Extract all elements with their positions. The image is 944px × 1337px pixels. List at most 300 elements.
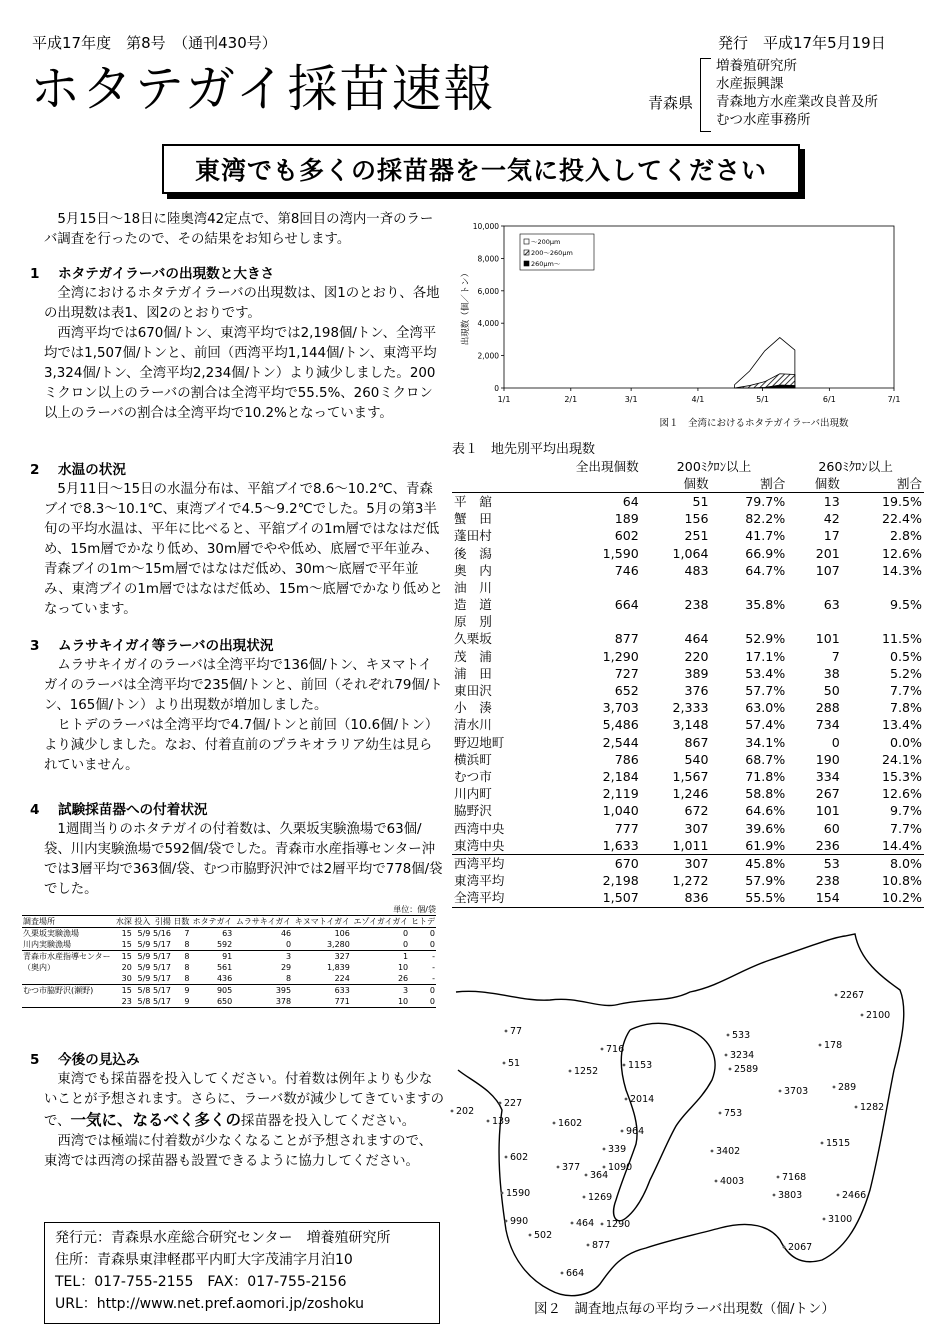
station-value: 502 [534,1230,553,1241]
station-value: 202 [456,1106,475,1117]
station-value: 3803 [778,1190,803,1201]
station-dot [505,1156,508,1159]
cell-value: 1,567 [672,768,709,784]
cell-value: 867 [684,734,709,750]
station-value: 364 [590,1170,609,1181]
section-5 [30,1050,444,1172]
table-row [452,631,924,648]
larvae-chart [454,212,928,434]
station-value: 964 [626,1126,645,1137]
table-row [452,873,924,890]
cell-value [641,579,711,596]
cell-value: 13 [823,493,840,509]
site-name: 清水川 [454,717,492,733]
cell-value: 82.2% [745,511,786,527]
table-row: 川内実験漁場 15 5/9 5/17 8 592 0 3,280 0 0 [23,940,435,949]
section-1 [30,264,444,424]
site-name: 造 道 [454,597,492,613]
cell-value: 389 [684,665,709,681]
station-dot [499,1102,502,1105]
cell-value: 15.3% [881,768,922,784]
cell-value: 786 [614,751,639,767]
section-2 [30,460,444,620]
cell-value: 10.2% [842,890,924,908]
station-value: 1269 [588,1192,613,1203]
cell-value: 464 [684,631,709,647]
table-row: 23 5/8 5/17 9 650 378 771 10 0 [22,996,436,1008]
emphasis-text: 一気に、なるべく多くの [70,1111,242,1129]
cell-value: 0.5% [890,648,922,664]
station-dot [603,1148,606,1151]
cell-value: 63.0% [745,700,786,716]
cell-value: 71.8% [745,768,786,784]
table-row [452,648,924,665]
station-dot [557,1166,560,1169]
table-row [452,837,924,855]
table-row: 久栗坂実験漁場 15 5/9 5/16 7 63 46 106 0 0 [23,929,435,938]
table-row [452,768,924,785]
site-name: 油 川 [454,579,492,595]
station-value: 1515 [826,1138,851,1149]
station-value: 1090 [608,1162,633,1173]
site-name: 野辺地町 [454,734,505,750]
site-name: むつ市 [454,768,492,784]
org-bracket [700,58,711,132]
x-tick-label: 7/1 [887,395,901,404]
cell-value: 24.1% [881,751,922,767]
station-dot [711,1150,714,1153]
x-tick-label: 4/1 [691,395,705,404]
station-dot [625,1098,628,1101]
station-dot [503,1062,506,1065]
cell-value: 34.1% [745,734,786,750]
station-value: 7168 [782,1172,807,1183]
legend-label: 260μm～ [531,260,561,268]
site-name: 原 別 [454,614,492,630]
paragraph: ムラサキイガイのラーバは全湾平均で136個/トン、キヌマトイガイのラーバは全湾平均で235個/トンと、前回（それぞれ79個/トン、165個/トン）より出現数が増加しました。 [44,658,443,713]
station-value: 1602 [558,1118,583,1129]
site-name: 平 舘 [454,493,492,509]
chart-title: 図１ 全湾におけるホタテガイラーバ出現数 [659,418,849,429]
url[interactable]: URL：http://www.net.pref.aomori.jp/zoshoku [55,1296,365,1312]
station-dot [569,1070,572,1073]
table-row [452,493,924,511]
site-name: 東湾平均 [454,873,505,889]
cell-value: 107 [815,562,840,578]
section-3 [30,636,444,776]
cell-value: 2,544 [602,734,639,750]
table-row: 青森市水産指導センター 15 5/9 5/17 8 91 3 327 1 - [23,952,435,961]
prefecture: 青森県 [648,94,694,112]
cell-value: 0 [831,734,840,750]
cell-value: 734 [815,717,840,733]
cell-value: 79.7% [745,493,786,509]
table-row [452,820,924,837]
station-dot [561,1272,564,1275]
station-value: 51 [508,1058,521,1069]
table-row: （奥内） 20 5/9 5/17 8 561 29 1,839 10 - [23,963,435,972]
table-row [452,528,924,545]
site-average-table [452,438,924,908]
station-value: 990 [510,1216,529,1227]
chart-series [735,338,795,388]
cell-value: 251 [684,528,709,544]
cell-value: 14.4% [881,837,922,853]
station-value: 2100 [866,1010,891,1021]
cell-value: 64 [622,493,639,509]
cell-value: 1,011 [672,837,709,853]
station-dot [583,1196,586,1199]
section-heading: 1 ホタテガイラーバの出現数と大きさ [30,266,275,282]
cell-value: 189 [614,511,639,527]
station-value: 3402 [716,1146,741,1157]
x-tick-label: 5/1 [756,395,770,404]
paragraph: 5月11日～15日の水温分布は、平舘ブイで8.6～10.2℃、青森ブイで8.3～10.1℃、東湾ブイで4.5～9.2℃でした。5月の第3半旬の平均水温は、平年に比べると、平舘ブイの1m層ではなはだ低め、15m層でかなり低め、30m層でやや低め、底層で平年並み、青森ブイの1m～15m層ではなはだ低め、30m～底層で平年並み、東湾ブイの1m層ではなはだ低め、15m～底層でかなり低めとなっています。 [44,482,443,617]
cell-value: 1,272 [672,873,709,889]
station-value: 533 [732,1030,751,1041]
peninsula-outline [614,1023,715,1221]
cell-value: 7 [831,648,840,664]
cell-value: 307 [684,820,709,836]
station-dot [601,1223,604,1226]
station-dot [725,1054,728,1057]
station-dot [529,1234,532,1237]
cell-value: 7.8% [890,700,922,716]
cell-value: 57.7% [745,683,786,699]
station-value: 289 [838,1082,857,1093]
station-dot [861,1014,864,1017]
station-value: 602 [510,1152,529,1163]
cell-value: 7.7% [890,820,922,836]
station-value: 2589 [734,1064,759,1075]
station-dot [715,1180,718,1183]
site-name: 西湾中央 [454,820,505,836]
cell-value: 68.7% [745,751,786,767]
x-tick-label: 1/1 [497,395,511,404]
cell-value: 746 [614,562,639,578]
station-dot [571,1222,574,1225]
cell-value: 1,064 [672,545,709,561]
station-labels [451,990,891,1279]
org-list [716,57,878,129]
site-name: 奥 内 [454,562,492,578]
cell-value: 50 [823,683,840,699]
station-dot [585,1174,588,1177]
cell-value: 60 [823,820,840,836]
station-value: 377 [562,1162,581,1173]
y-tick-label: 6,000 [477,286,499,296]
cell-value: 376 [684,683,709,699]
station-value: 1590 [506,1188,531,1199]
station-dot [773,1194,776,1197]
legend-swatch [524,261,529,266]
site-name: 蓬田村 [454,528,492,544]
station-value: 139 [492,1116,511,1127]
station-value: 227 [504,1098,523,1109]
station-value: 178 [824,1040,843,1051]
site-name: 小 湊 [454,700,492,716]
cell-value: 41.7% [745,528,786,544]
cell-value: 5,486 [602,717,639,733]
cell-value: 9.7% [890,803,922,819]
cell-value: 57.4% [745,717,786,733]
org-item: 水産振興課 [716,76,784,92]
station-value: 1282 [860,1102,885,1113]
cell-value: 42 [823,511,840,527]
table-row [452,511,924,528]
table-row [452,855,924,873]
map-caption: 図２ 調査地点毎の平均ラーバ出現数（個/トン） [534,1301,835,1317]
cell-value: 154 [787,890,842,908]
site-name: 後 潟 [454,545,492,561]
table-row [452,890,924,908]
y-tick-label: 10,000 [472,222,499,231]
site-name: 脇野沢 [454,803,492,819]
cell-value: 836 [641,890,711,908]
station-dot [623,1064,626,1067]
page-title: ホタテガイ採苗速報 [30,60,496,118]
cell-value: 5.2% [890,665,922,681]
table-row [452,545,924,562]
cell-value [842,579,924,596]
y-tick-label: 4,000 [477,319,499,329]
site-name: 久栗坂 [454,631,492,647]
station-dot [819,1044,822,1047]
issue-date: 発行 平成17年5月19日 [718,34,886,52]
cell-value: 652 [614,683,639,699]
table-row [452,700,924,717]
cell-value [787,579,842,596]
cell-value: 1,040 [602,803,639,819]
station-value: 2466 [842,1190,867,1201]
y-tick-label: 8,000 [477,254,499,264]
publisher: 発行元：青森県水産総合研究センター 増養殖研究所 [55,1230,391,1246]
cell-value: 238 [815,873,840,889]
site-name: 東湾中央 [454,837,505,853]
table-row [452,717,924,734]
cell-value: 66.9% [745,545,786,561]
station-dot [855,1106,858,1109]
table-row [452,803,924,820]
station-value: 1290 [606,1219,631,1230]
y-tick-label: 0 [494,384,499,393]
phone-fax: TEL：017-755-2155 FAX：017-755-2156 [55,1274,347,1290]
site-name: 西湾平均 [452,855,524,873]
table-row: むつ市脇野沢(瀬野) 15 5/8 5/17 9 905 395 633 3 0 [23,986,435,995]
station-value: 664 [566,1268,585,1279]
x-tick-label: 6/1 [822,395,836,404]
station-dot [505,1030,508,1033]
org-item: むつ水産事務所 [716,112,811,128]
cell-value [711,579,788,596]
cell-value: 7.7% [890,683,922,699]
cell-value: 101 [815,803,840,819]
station-dot [821,1142,824,1145]
cell-value: 334 [815,768,840,784]
station-value: 1252 [574,1066,599,1077]
cell-value: 540 [684,751,709,767]
cell-value: 2,119 [602,786,639,802]
legend-label: 200～260μm [531,249,573,257]
cell-value: 664 [614,597,639,613]
cell-value: 1,633 [602,837,639,853]
cell-value: 3,148 [672,717,709,733]
section-heading: 2 水温の状況 [30,462,126,478]
x-tick-label: 3/1 [624,395,638,404]
section-heading: 3 ムラサキイガイ等ラーバの出現状況 [30,638,274,654]
cell-value [524,579,641,596]
cell-value: 602 [614,528,639,544]
cell-value: 38 [823,665,840,681]
cell-value: 55.5% [711,890,788,908]
chart-legend [520,234,594,270]
cell-value: 14.3% [881,562,922,578]
cell-value: 45.8% [711,855,788,873]
table-row [452,597,924,614]
site-name: 東田沢 [454,683,492,699]
cell-value: 64.6% [745,803,786,819]
station-value: 2267 [840,990,865,1001]
cell-value: 288 [815,700,840,716]
site-name: 全湾平均 [452,890,524,908]
cell-value: 777 [614,820,639,836]
table-row: 30 5/9 5/17 8 436 8 224 26 - [121,974,435,983]
cell-value: 12.6% [881,786,922,802]
table-header-row: 調査場所 水深 投入 引揚 日数 ホタテガイ ムラサキイガイ キヌマトイガイ エゾイガイガイ ヒトデ [23,917,435,926]
cell-value: 11.5% [881,631,922,647]
station-dot [777,1176,780,1179]
table-header-row: 全出現個数 200ﾐｸﾛﾝ以上 260ﾐｸﾛﾝ以上 [575,458,893,474]
cell-value: 672 [684,803,709,819]
station-dot [783,1246,786,1249]
cell-value: 670 [524,855,641,873]
table-row [452,562,924,579]
section-heading: 4 試験採苗器への付着状況 [30,802,208,818]
cell-value: 13.4% [881,717,922,733]
section-4 [30,800,444,900]
station-dot [587,1244,590,1247]
cell-value: 156 [684,511,709,527]
cell-value: 10.8% [881,873,922,889]
cell-value [641,614,711,631]
table-row [452,579,924,596]
y-tick-label: 2,000 [477,351,499,361]
table-row [452,786,924,803]
station-dot [835,994,838,997]
address: 住所：青森県東津軽郡平内町大字茂浦字月泊10 [55,1252,353,1268]
cell-value: 17 [823,528,840,544]
station-dot [727,1034,730,1037]
legend-swatch [524,239,529,244]
paragraph: 西湾平均では670個/トン、東湾平均では2,198個/トン、全湾平均では1,507個/トンと、前回（西湾平均1,144個/トン、東湾平均3,324個/トン、全湾平均2,234個/トン）より減少しました。200ミクロン以上のラーバの割合は全湾平均で55.5%、260ミクロン以上のラーバの割合は全湾平均で10.2%となっています。 [44,326,437,421]
table-unit: 単位：個/袋 [393,905,436,914]
paragraph: 全湾におけるホタテガイラーバの出現数は、図1のとおり、各地の出現数は表1、図2のとおりです。 [44,286,440,321]
bay-map [450,930,928,1310]
x-tick-label: 2/1 [564,395,578,404]
site-name: 浦 田 [454,665,492,681]
station-dot [603,1166,606,1169]
station-dot [501,1192,504,1195]
cell-value: 64.7% [745,562,786,578]
site-name: 茂 浦 [454,648,492,664]
cell-value: 17.1% [745,648,786,664]
cell-value: 2.8% [890,528,922,544]
cell-value [524,614,641,631]
station-dot [505,1220,508,1223]
station-value: 3234 [730,1050,755,1061]
cell-value: 101 [815,631,840,647]
station-value: 3100 [828,1214,853,1225]
paragraph: 1週間当りのホタテガイの付着数は、久栗坂実験漁場で63個/袋、川内実験漁場で592個/袋でした。青森市水産指導センター沖では3層平均で363個/袋、むつ市脇野沢沖では2層平均で778個/袋でした。 [44,822,443,897]
cell-value: 1,246 [672,786,709,802]
station-value: 2067 [788,1242,813,1253]
cell-value: 9.5% [890,597,922,613]
station-dot [729,1068,732,1071]
table-row [452,665,924,682]
cell-value: 267 [815,786,840,802]
station-dot [621,1130,624,1133]
table-row [452,682,924,699]
cell-value: 22.4% [881,511,922,527]
cell-value: 61.9% [745,837,786,853]
publisher-box [44,1222,440,1324]
site-name: 横浜町 [454,751,492,767]
cell-value: 220 [684,648,709,664]
issue-info: 平成17年度 第8号 （通刊430号） [32,34,277,52]
cell-value: 238 [684,597,709,613]
cell-value: 201 [815,545,840,561]
table-row [452,751,924,768]
cell-value: 1,590 [602,545,639,561]
station-value: 753 [724,1108,743,1119]
table-row [452,614,924,631]
table-header-row: 個数 割合 個数 割合 [452,475,924,493]
station-dot [719,1112,722,1115]
cell-value: 0.0% [890,734,922,750]
cell-value: 19.5% [881,493,922,509]
cell-value: 39.6% [745,820,786,836]
intro-text: 5月15日～18日に陸奥湾42定点で、第8回目の湾内一斉のラーバ調査を行ったので、その結果をお知らせします。 [44,212,434,247]
station-dot [823,1218,826,1221]
cell-value [842,614,924,631]
station-value: 1153 [628,1060,653,1071]
station-dot [487,1120,490,1123]
cell-value: 2,184 [602,768,639,784]
cell-value: 727 [614,665,639,681]
cell-value: 2,333 [672,700,709,716]
cell-value: 483 [684,562,709,578]
cell-value: 53.4% [745,665,786,681]
site-name: 蟹 田 [454,511,492,527]
station-dot [779,1090,782,1093]
station-dot [837,1194,840,1197]
cell-value [711,614,788,631]
station-dot [553,1122,556,1125]
cell-value: 1,507 [524,890,641,908]
org-item: 増養殖研究所 [716,58,797,74]
cell-value: 58.8% [745,786,786,802]
station-value: 877 [592,1240,611,1251]
section-heading: 5 今後の見込み [30,1052,140,1068]
cell-value: 12.6% [881,545,922,561]
cell-value [787,614,842,631]
cell-value: 877 [614,631,639,647]
attachment-table [22,904,436,1008]
station-value: 3703 [784,1086,809,1097]
station-value: 77 [510,1026,523,1037]
cell-value: 63 [823,597,840,613]
cell-value: 2,198 [602,873,639,889]
